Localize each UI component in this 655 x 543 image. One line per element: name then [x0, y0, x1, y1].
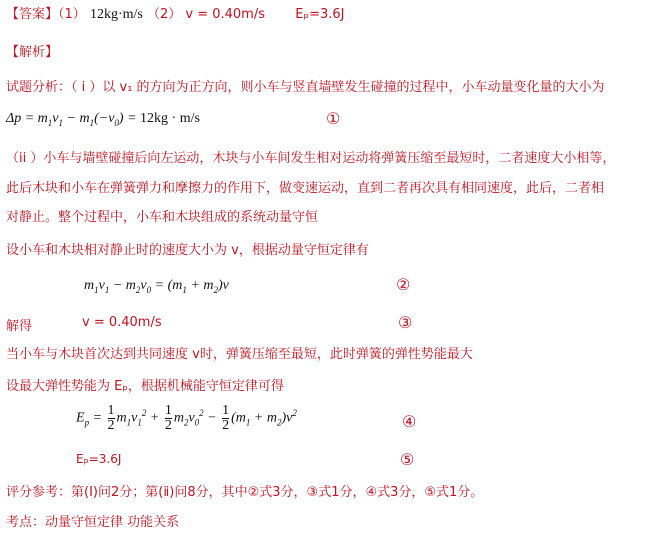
topic-note: 考点：动量守恒定律 功能关系 — [6, 515, 180, 530]
analysis-line-6: 当小车与木块首次达到共同速度 v时，弹簧压缩至最短，此时弹簧的弹性势能最大 — [6, 347, 473, 362]
analysis-line-1: 试题分析：（ i ）以 v₁ 的方向为正方向，则小车与竖直墙壁发生碰撞的过程中，小车动量变化量的大小为 — [6, 80, 605, 95]
answer-line — [6, 6, 344, 24]
analysis-line-7: 设最大弹性势能为 Eₚ，根据机械能守恒定律可得 — [6, 379, 284, 394]
analysis-line-3: 此后木块和小车在弹簧弹力和摩擦力的作用下，做变速运动，直到二者再次具有相同速度，此后，二者相 — [6, 181, 605, 196]
equation-2: $m_1v_1 - m_2v_0 = (m_1 + m_2)v$ — [84, 278, 229, 295]
equation-4: $E_p$ = $\frac{1}{2}$ $m_1v_1^2$ + $\frac{1}{2}$ $m_2v_0^2$ − $\frac{1}{2}$ $(m_1 + m_2)v^2$ — [76, 403, 297, 433]
equation-1: $\Delta p = m_1v_1 - m_1(-v_0) = 12kg \cdot m/s$ — [6, 111, 200, 128]
answer-part1-marker: （1） — [58, 7, 86, 22]
analysis-line-2: （ii ）小车与墙壁碰撞后向左运动，木块与小车间发生相对运动将弹簧压缩至最短时，二者速度大小相等， — [6, 151, 616, 166]
equation-2-marker: ② — [396, 277, 411, 294]
solve-value: v = 0.40m/s — [82, 315, 162, 330]
answer-part2-velocity: v = 0.40m/s — [185, 7, 266, 22]
analysis-line-4: 对静止。整个过程中，小车和木块组成的系统动量守恒 — [6, 210, 319, 225]
equation-4-marker: ④ — [402, 414, 417, 431]
answer-part2-energy: Eₚ=3.6J — [295, 7, 345, 22]
equation-5-marker: ⑤ — [400, 452, 415, 469]
answer-label: 【答案】 — [6, 7, 59, 22]
analysis-line-5: 设小车和木块相对静止时的速度大小为 v，根据动量守恒定律有 — [6, 243, 369, 258]
scoring-note: 评分参考：第(I)问2分；第(ⅱ)问8分，其中②式3分，③式1分，④式3分，⑤式1分。 — [6, 485, 484, 500]
equation-1-marker: ① — [326, 111, 341, 128]
equation-3-marker: ③ — [398, 315, 413, 332]
solve-label: 解得 — [6, 319, 33, 334]
ep-value: Eₚ=3.6J — [76, 452, 122, 466]
answer-part1-value: 12kg·m/s — [89, 7, 143, 22]
answer-part2-marker: （2） — [146, 7, 182, 22]
analysis-label: 【解析】 — [6, 45, 59, 60]
